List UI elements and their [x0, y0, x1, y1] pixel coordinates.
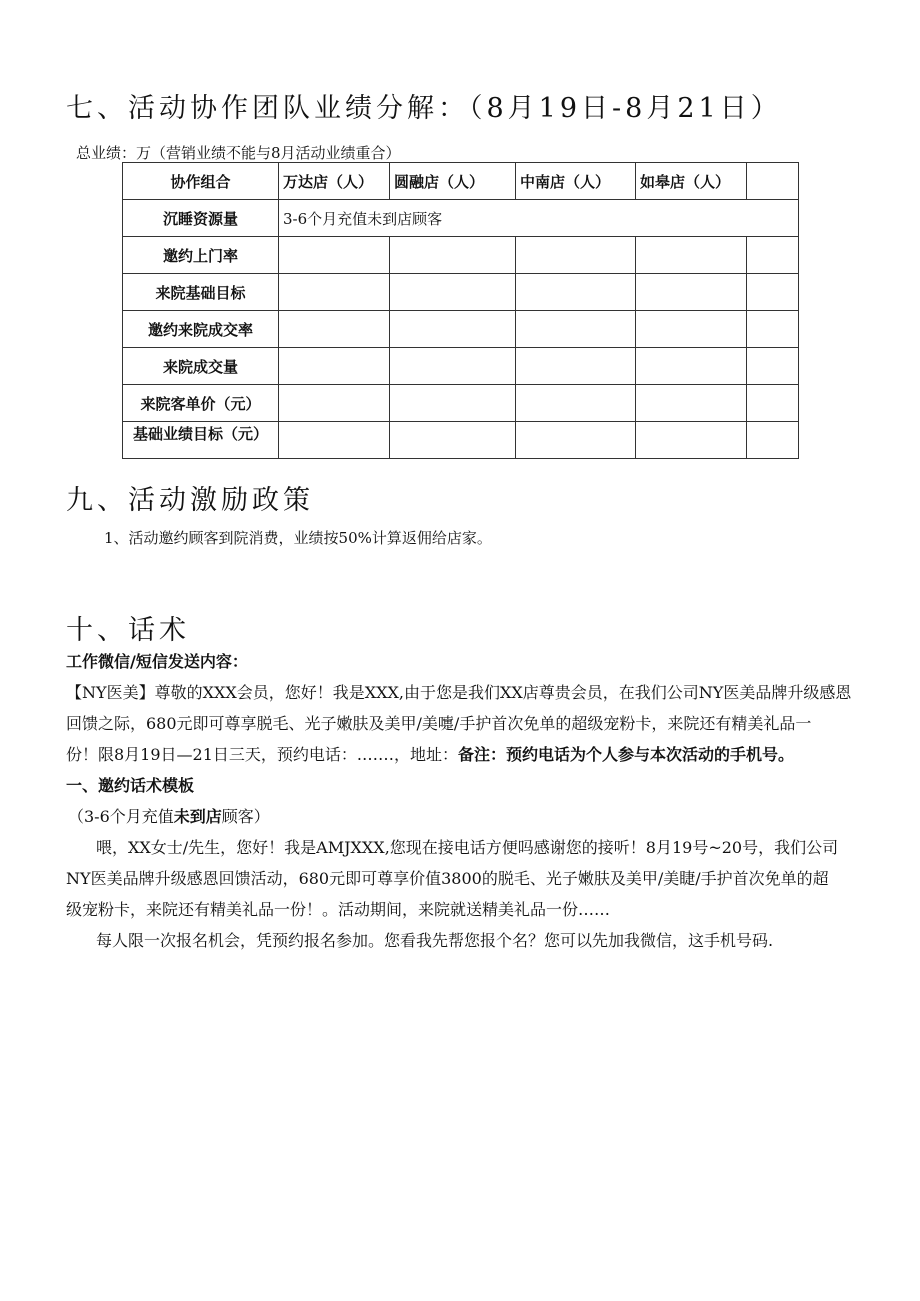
- invite-template-subtitle: [68, 802, 270, 833]
- message-line-3-text: 份！限8月19日—21日三天，预约电话：.……，地址：: [66, 745, 458, 764]
- table-cell: [636, 311, 747, 348]
- table-cell: [279, 274, 390, 311]
- subtitle-emphasis: 未到店: [173, 807, 222, 826]
- table-row: [123, 200, 799, 237]
- row-label: 来院基础目标: [123, 274, 279, 311]
- table-cell: [279, 237, 390, 274]
- table-cell: [516, 237, 636, 274]
- invite-template-title: 一、邀约话术模板: [66, 776, 195, 795]
- row-label: 来院成交量: [123, 348, 279, 385]
- script-line-4: 每人限一次报名机会，凭预约报名参加。您看我先帮您报个名？您可以先加我微信，这手机号码.: [96, 931, 774, 950]
- table-cell: [636, 237, 747, 274]
- table-row: [123, 237, 799, 274]
- table-cell: [390, 237, 516, 274]
- incentive-item-1: 1、活动邀约顾客到院消费，业绩按50%计算返佣给店家。: [104, 529, 492, 547]
- total-performance-note: 总业绩：万（营销业绩不能与8月活动业绩重合）: [76, 144, 401, 162]
- message-line-2: 回馈之际，680元即可尊享脱毛、光子嫩肤及美甲/美嚏/手护首次免单的超级宠粉卡，来院还有精美礼品一: [66, 714, 812, 733]
- table-cell: [516, 311, 636, 348]
- script-line-3: 级宠粉卡，来院还有精美礼品一份！。活动期间，来院就送精美礼品一份……: [66, 900, 611, 919]
- table-cell: [747, 348, 799, 385]
- table-header-row: [123, 163, 799, 200]
- table-row: [123, 385, 799, 422]
- send-content-subhead: 工作微信/短信发送内容：: [66, 652, 248, 671]
- header-cell: [747, 163, 799, 200]
- table-row: [123, 348, 799, 385]
- header-cell: 协作组合: [123, 163, 279, 200]
- subtitle-part: （3-6个月充值: [68, 807, 174, 826]
- phone-note: 备注：预约电话为个人参与本次活动的手机号。: [458, 745, 795, 764]
- header-cell: 圆融店（人）: [390, 163, 516, 200]
- table-cell: [516, 274, 636, 311]
- table-cell: [390, 274, 516, 311]
- table-cell: [279, 348, 390, 385]
- table-cell: [636, 274, 747, 311]
- table-cell: [390, 311, 516, 348]
- row-label: 沉睡资源量: [123, 200, 279, 237]
- row-label: 邀约来院成交率: [123, 311, 279, 348]
- table-cell: [747, 422, 799, 459]
- script-line-1: 喂，XX女士/先生，您好！我是AMJXXX,您现在接电话方便吗感谢您的接听！8月19号~20号，我们公司: [96, 838, 839, 857]
- performance-table: [122, 162, 799, 459]
- table-row: [123, 422, 799, 459]
- table-row: [123, 274, 799, 311]
- table-cell: [747, 311, 799, 348]
- table-cell: [516, 422, 636, 459]
- table-cell: [636, 348, 747, 385]
- header-cell: 中南店（人）: [516, 163, 636, 200]
- subtitle-part: 顾客）: [221, 807, 270, 826]
- row-label: 基础业绩目标（元）: [123, 422, 279, 459]
- table-cell: [636, 385, 747, 422]
- table-cell: [390, 348, 516, 385]
- table-cell: [747, 274, 799, 311]
- section10-title: 十、话术: [66, 615, 190, 646]
- header-cell: 万达店（人）: [279, 163, 390, 200]
- table-row: [123, 311, 799, 348]
- merged-cell: 3-6个月充值未到店顾客: [279, 200, 799, 237]
- table-cell: [636, 422, 747, 459]
- table-cell: [279, 422, 390, 459]
- row-label: 来院客单价（元）: [123, 385, 279, 422]
- section7-title: 七、活动协作团队业绩分解：（8月19日-8月21日）: [66, 93, 782, 124]
- script-line-2: NY医美品牌升级感恩回馈活动，680元即可尊享价值3800的脱毛、光子嫩肤及美甲/美睫/手护首次免单的超: [66, 869, 829, 888]
- table-cell: [747, 385, 799, 422]
- table-cell: [390, 422, 516, 459]
- message-line-3: [66, 740, 794, 771]
- table-cell: [516, 348, 636, 385]
- table-cell: [279, 311, 390, 348]
- table-cell: [747, 237, 799, 274]
- table-cell: [516, 385, 636, 422]
- row-label: 邀约上门率: [123, 237, 279, 274]
- section9-title: 九、活动激励政策: [66, 485, 314, 516]
- table-cell: [279, 385, 390, 422]
- header-cell: 如皋店（人）: [636, 163, 747, 200]
- table-cell: [390, 385, 516, 422]
- message-line-1: 【NY医美】尊敬的XXX会员，您好！我是XXX,由于您是我们XX店尊贵会员，在我们公司NY医美品牌升级感恩: [66, 683, 852, 702]
